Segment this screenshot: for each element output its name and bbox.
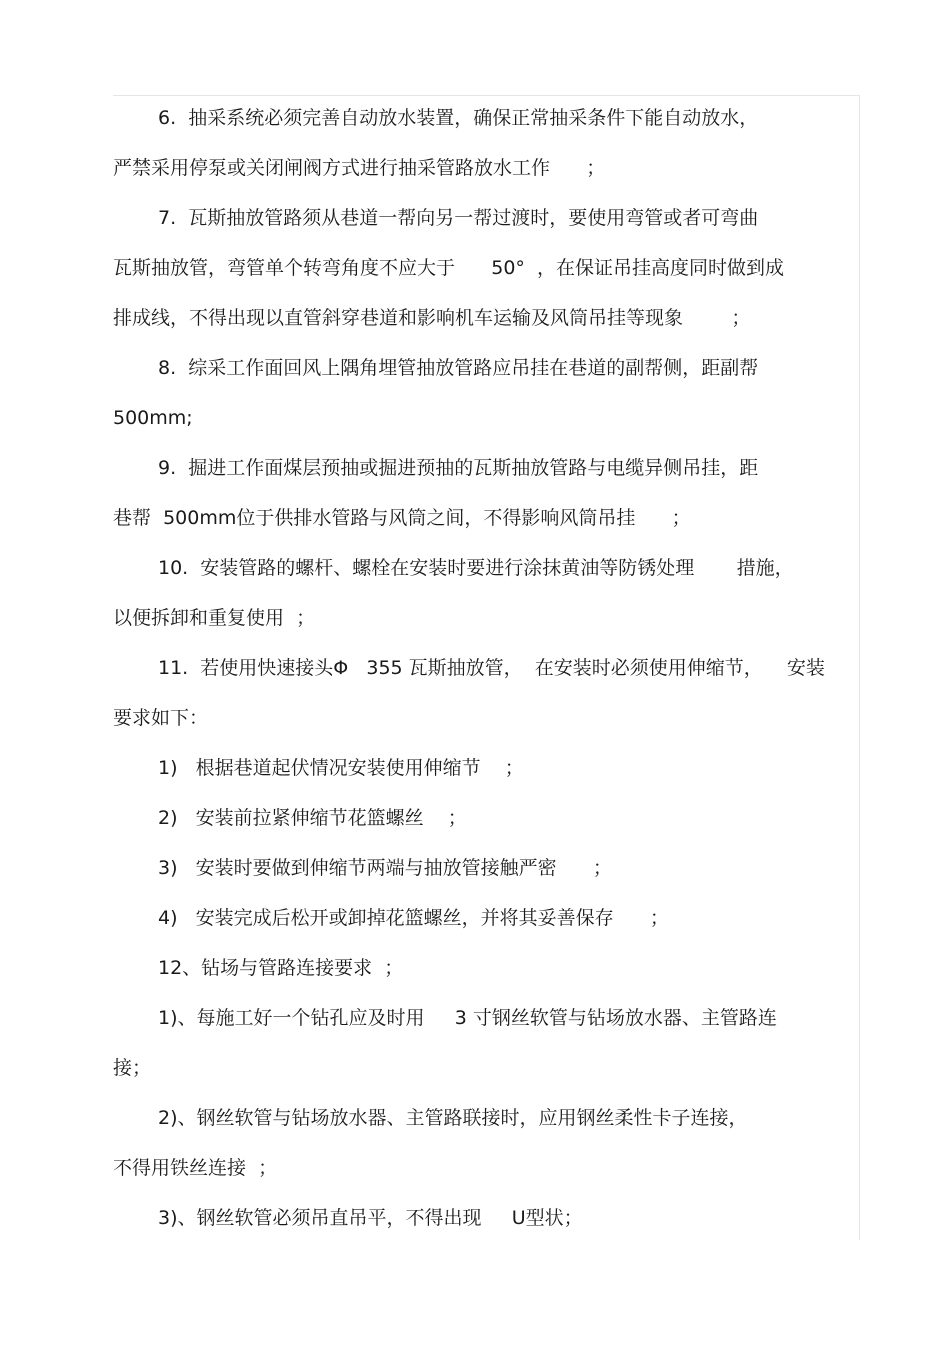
paragraph-9-line-2: 巷帮 500mm位于供排水管路与风筒之间，不得影响风筒吊挂 ； <box>113 507 691 529</box>
paragraph-7-line-2: 瓦斯抽放管，弯管单个转弯角度不应大于 50° ，在保证吊挂高度同时做到成 <box>113 257 784 279</box>
list-item-11-1: 1) 根据巷道起伏情况安装使用伸缩节 ； <box>158 757 524 779</box>
list-item-11-3: 3) 安装时要做到伸缩节两端与抽放管接触严密 ； <box>158 857 612 879</box>
list-item-12-2-line-2: 不得用铁丝连接 ； <box>113 1157 278 1179</box>
paragraph-6-line-1: 6. 抽采系统必须完善自动放水装置，确保正常抽采条件下能自动放水， <box>158 107 759 129</box>
paragraph-7-line-1: 7. 瓦斯抽放管路须从巷道一帮向另一帮过渡时，要使用弯管或者可弯曲 <box>158 207 759 229</box>
paragraph-9-line-1: 9. 掘进工作面煤层预抽或掘进预抽的瓦斯抽放管路与电缆异侧吊挂，距 <box>158 457 759 479</box>
paragraph-11-line-2: 要求如下： <box>113 707 209 729</box>
section-12-heading: 12、钻场与管路连接要求 ； <box>158 957 404 979</box>
paragraph-11-line-1: 11. 若使用快速接头Φ 355 瓦斯抽放管， 在安装时必须使用伸缩节， 安装 <box>158 657 825 679</box>
list-item-12-1-line-2: 接； <box>113 1057 152 1079</box>
paragraph-10-line-2: 以便拆卸和重复使用 ； <box>113 607 316 629</box>
paragraph-8-line-1: 8. 综采工作面回风上隅角埋管抽放管路应吊挂在巷道的副帮侧，距副帮 <box>158 357 759 379</box>
paragraph-6-line-2: 严禁采用停泵或关闭闸阀方式进行抽采管路放水工作 ； <box>113 157 606 179</box>
list-item-11-2: 2) 安装前拉紧伸缩节花篮螺丝 ； <box>158 807 467 829</box>
paragraph-10-line-1: 10. 安装管路的螺杆、螺栓在安装时要进行涂抹黄油等防锈处理 措施， <box>158 557 794 579</box>
list-item-11-4: 4) 安装完成后松开或卸掉花篮螺丝，并将其妥善保存 ； <box>158 907 669 929</box>
list-item-12-1-line-1: 1)、每施工好一个钻孔应及时用 3 寸钢丝软管与钻场放水器、主管路连 <box>158 1007 777 1029</box>
paragraph-7-line-3: 排成线，不得出现以直管斜穿巷道和影响机车运输及风筒吊挂等现象 ； <box>113 307 751 329</box>
list-item-12-2-line-1: 2)、钢丝软管与钻场放水器、主管路联接时，应用钢丝柔性卡子连接， <box>158 1107 748 1129</box>
list-item-12-3: 3)、钢丝软管必须吊直吊平，不得出现 U型状； <box>158 1207 583 1229</box>
paragraph-8-line-2: 500mm; <box>113 407 193 429</box>
page-border-top <box>113 95 860 96</box>
page-border-right <box>859 95 860 1240</box>
